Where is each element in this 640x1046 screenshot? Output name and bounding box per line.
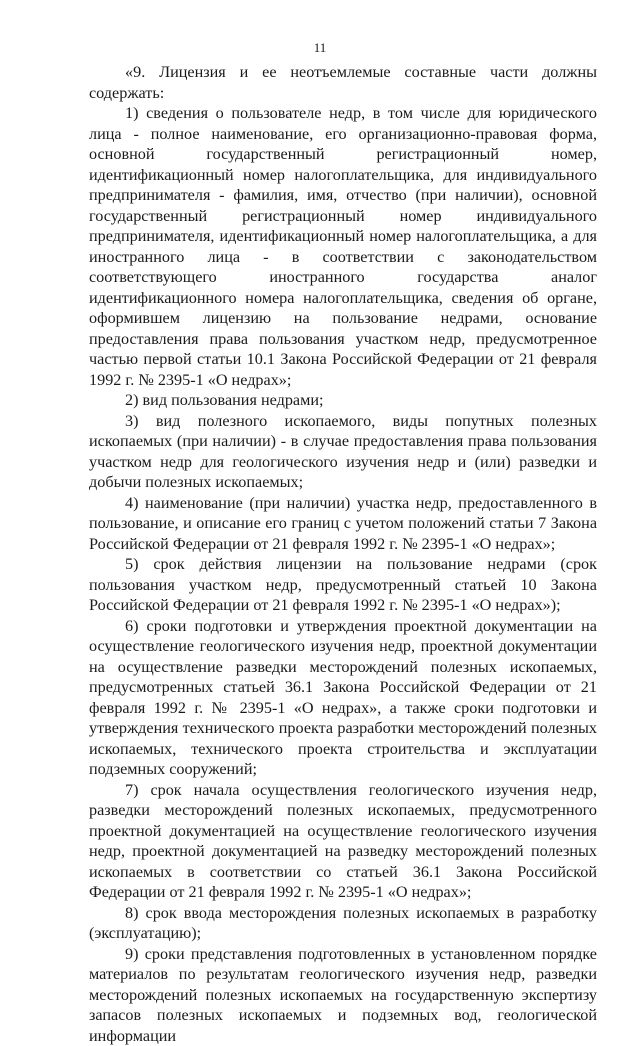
paragraph-item-5: 5) срок действия лицензии на пользование недрами (срок пользования участком недр, предусмотренный статьей 10 Закона Российской Федерации от 21 февраля 1992 г. № 2395-1 «О недрах»); [89,554,597,616]
page-number: 11 [0,40,640,56]
paragraph-intro: «9. Лицензия и ее неотъемлемые составные части должны содержать: [89,62,597,103]
paragraph-item-9: 9) сроки представления подготовленных в установленном порядке материалов по результатам геологического изучения недр, разведки месторождений полезных ископаемых на государственную экспертизу запасов полезных ископаемых и подземных вод, геологической информации [89,944,597,1046]
paragraph-item-7: 7) срок начала осуществления геологического изучения недр, разведки месторождений полезных ископаемых, предусмотренного проектной документацией на осуществление геологического изучения недр, проектной документацией на разведку месторождений полезных ископаемых в соответствии со статьей 36.1 Закона Российской Федерации от 21 февраля 1992 г. № 2395-1 «О недрах»; [89,780,597,903]
paragraph-item-3: 3) вид полезного ископаемого, виды попутных полезных ископаемых (при наличии) - в случае предоставления права пользования участком недр для геологического изучения недр и (или) разведки и добычи полезных ископаемых; [89,411,597,493]
paragraph-item-2: 2) вид пользования недрами; [89,390,597,411]
paragraph-item-6: 6) сроки подготовки и утверждения проектной документации на осуществление геологического изучения недр, проектной документации на осуществление разведки месторождений полезных ископаемых, предусмотренных статьей 36.1 Закона Российской Федерации от 21 февраля 1992 г. № 2395-1 «О недрах», а также сроки подготовки и утверждения технического проекта разработки месторождений полезных ископаемых, технического проекта строительства и эксплуатации подземных сооружений; [89,616,597,780]
paragraph-item-4: 4) наименование (при наличии) участка недр, предоставленного в пользование, и описание его границ с учетом положений статьи 7 Закона Российской Федерации от 21 февраля 1992 г. № 2395-1 «О недрах»; [89,493,597,555]
document-body [89,62,597,1046]
paragraph-item-1: 1) сведения о пользователе недр, в том числе для юридического лица - полное наименование, его организационно-правовая форма, основной государственный регистрационный номер, идентификационный номер налогоплательщика, для индивидуального предпринимателя - фамилия, имя, отчество (при наличии), основной государственный регистрационный номер индивидуального предпринимателя, идентификационный номер налогоплательщика, а для иностранного лица - в соответствии с законодательством соответствующего иностранного государства аналог идентификационного номера налогоплательщика, сведения об органе, оформившем лицензию на пользование недрами, основание предоставления права пользования участком недр, предусмотренное частью первой статьи 10.1 Закона Российской Федерации от 21 февраля 1992 г. № 2395-1 «О недрах»; [89,103,597,390]
paragraph-item-8: 8) срок ввода месторождения полезных ископаемых в разработку (эксплуатацию); [89,903,597,944]
